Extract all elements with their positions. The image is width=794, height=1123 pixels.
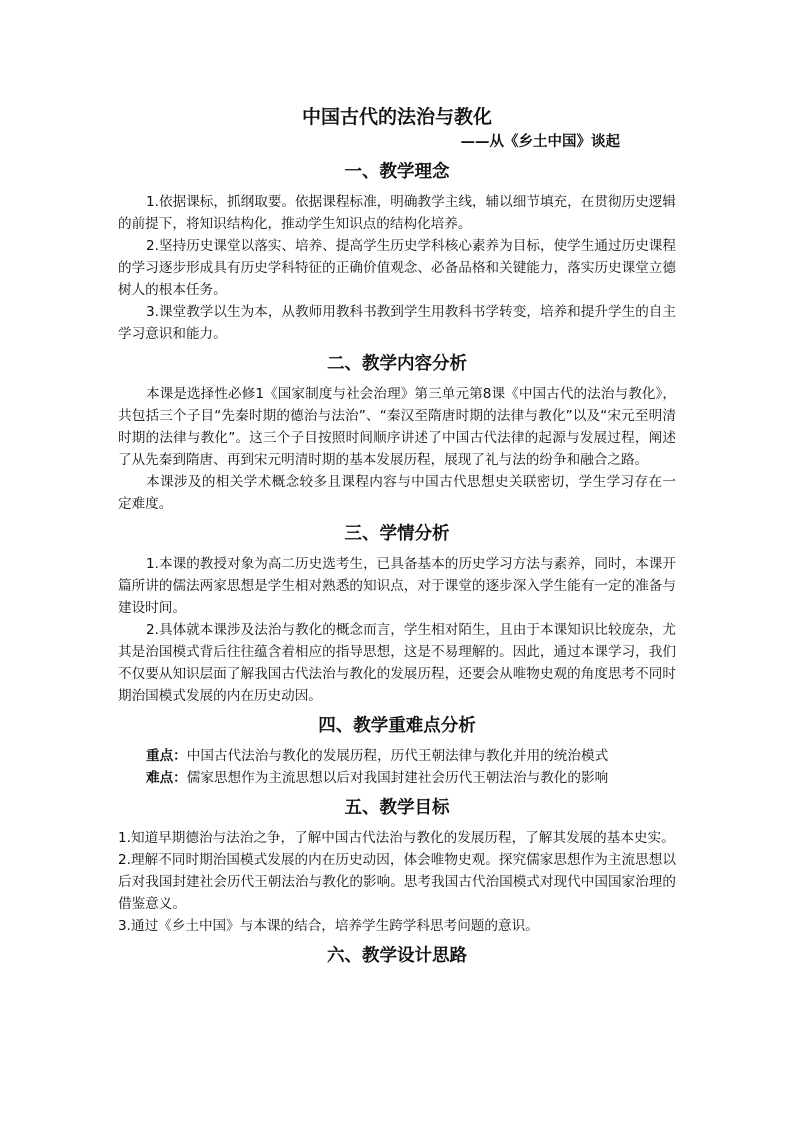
paragraph: 2.坚持历史课堂以落实、培养、提高学生历史学科核心素养为目标，使学生通过历史课程的学习逐步形成具有历史学科特征的正确价值观念、必备品格和关键能力，落实历史课堂立德树人的根本任务。 [118, 238, 676, 298]
section-heading-student-analysis: 三、学情分析 [344, 524, 450, 544]
paragraph: 本课涉及的相关学术概念较多且课程内容与中国古代思想史关联密切，学生学习存在一定难度。 [118, 474, 676, 512]
difficulty-line [118, 767, 676, 789]
section-heading-objectives: 五、教学目标 [344, 798, 450, 818]
section-heading-philosophy: 一、教学理念 [344, 162, 450, 182]
paragraph: 1.依据课标，抓纲取要。依据课程标准，明确教学主线，辅以细节填充，在贯彻历史逻辑的前提下，将知识结构化，推动学生知识点的结构化培养。 [118, 194, 676, 232]
section-heading-design: 六、教学设计思路 [327, 946, 467, 966]
document-subtitle: ——从《乡土中国》谈起 [460, 134, 620, 150]
key-point-line [118, 745, 676, 767]
paragraph: 2.理解不同时期治国模式发展的内在历史动因，体会唯物史观。探究儒家思想作为主流思想以后对我国封建社会历代王朝法治与教化的影响。思考我国古代治国模式对现代中国国家治理的借鉴意义。 [118, 852, 676, 912]
key-point-text: 中国古代法治与教化的发展历程，历代王朝法律与教化并用的统治模式 [186, 748, 609, 764]
difficulty-text: 儒家思想作为主流思想以后对我国封建社会历代王朝法治与教化的影响 [186, 770, 609, 786]
paragraph: 1.知道早期德治与法治之争，了解中国古代法治与教化的发展历程，了解其发展的基本史实。 [118, 830, 675, 846]
difficulty-label: 难点： [146, 770, 187, 786]
section-heading-content-analysis: 二、教学内容分析 [327, 354, 467, 374]
paragraph: 本课是选择性必修1《国家制度与社会治理》第三单元第8课《中国古代的法治与教化》，共包括三个子目“先秦时期的德治与法治”、“秦汉至隋唐时期的法律与教化”以及“宋元至明清时期的法律与教化”。这三个子目按照时间顺序讲述了中国古代法律的起源与发展过程，阐述了从先秦到隋唐、再到宋元明清时期的基本发展历程，展现了礼与法的纷争和融合之路。 [118, 386, 676, 468]
document-body [118, 103, 676, 975]
document-title: 中国古代的法治与教化 [301, 106, 492, 128]
paragraph: 1.本课的教授对象为高二历史选考生，已具备基本的历史学习方法与素养，同时，本课开篇所讲的儒法两家思想是学生相对熟悉的知识点，对于课堂的逐步深入学生能有一定的准备与建设时间。 [118, 556, 676, 616]
section-heading-key-points: 四、教学重难点分析 [318, 716, 476, 736]
paragraph: 3.通过《乡土中国》与本课的结合，培养学生跨学科思考问题的意识。 [118, 918, 539, 934]
paragraph: 3.课堂教学以生为本，从教师用教科书教到学生用教科书学转变，培养和提升学生的自主学习意识和能力。 [118, 304, 676, 342]
key-point-label: 重点： [146, 748, 187, 764]
paragraph: 2.具体就本课涉及法治与教化的概念而言，学生相对陌生，且由于本课知识比较庞杂，尤其是治国模式背后往往蕴含着相应的指导思想，这是不易理解的。因此，通过本课学习，我们不仅要从知识层面了解我国古代法治与教化的发展历程，还要会从唯物史观的角度思考不同时期治国模式发展的内在历史动因。 [118, 622, 676, 704]
